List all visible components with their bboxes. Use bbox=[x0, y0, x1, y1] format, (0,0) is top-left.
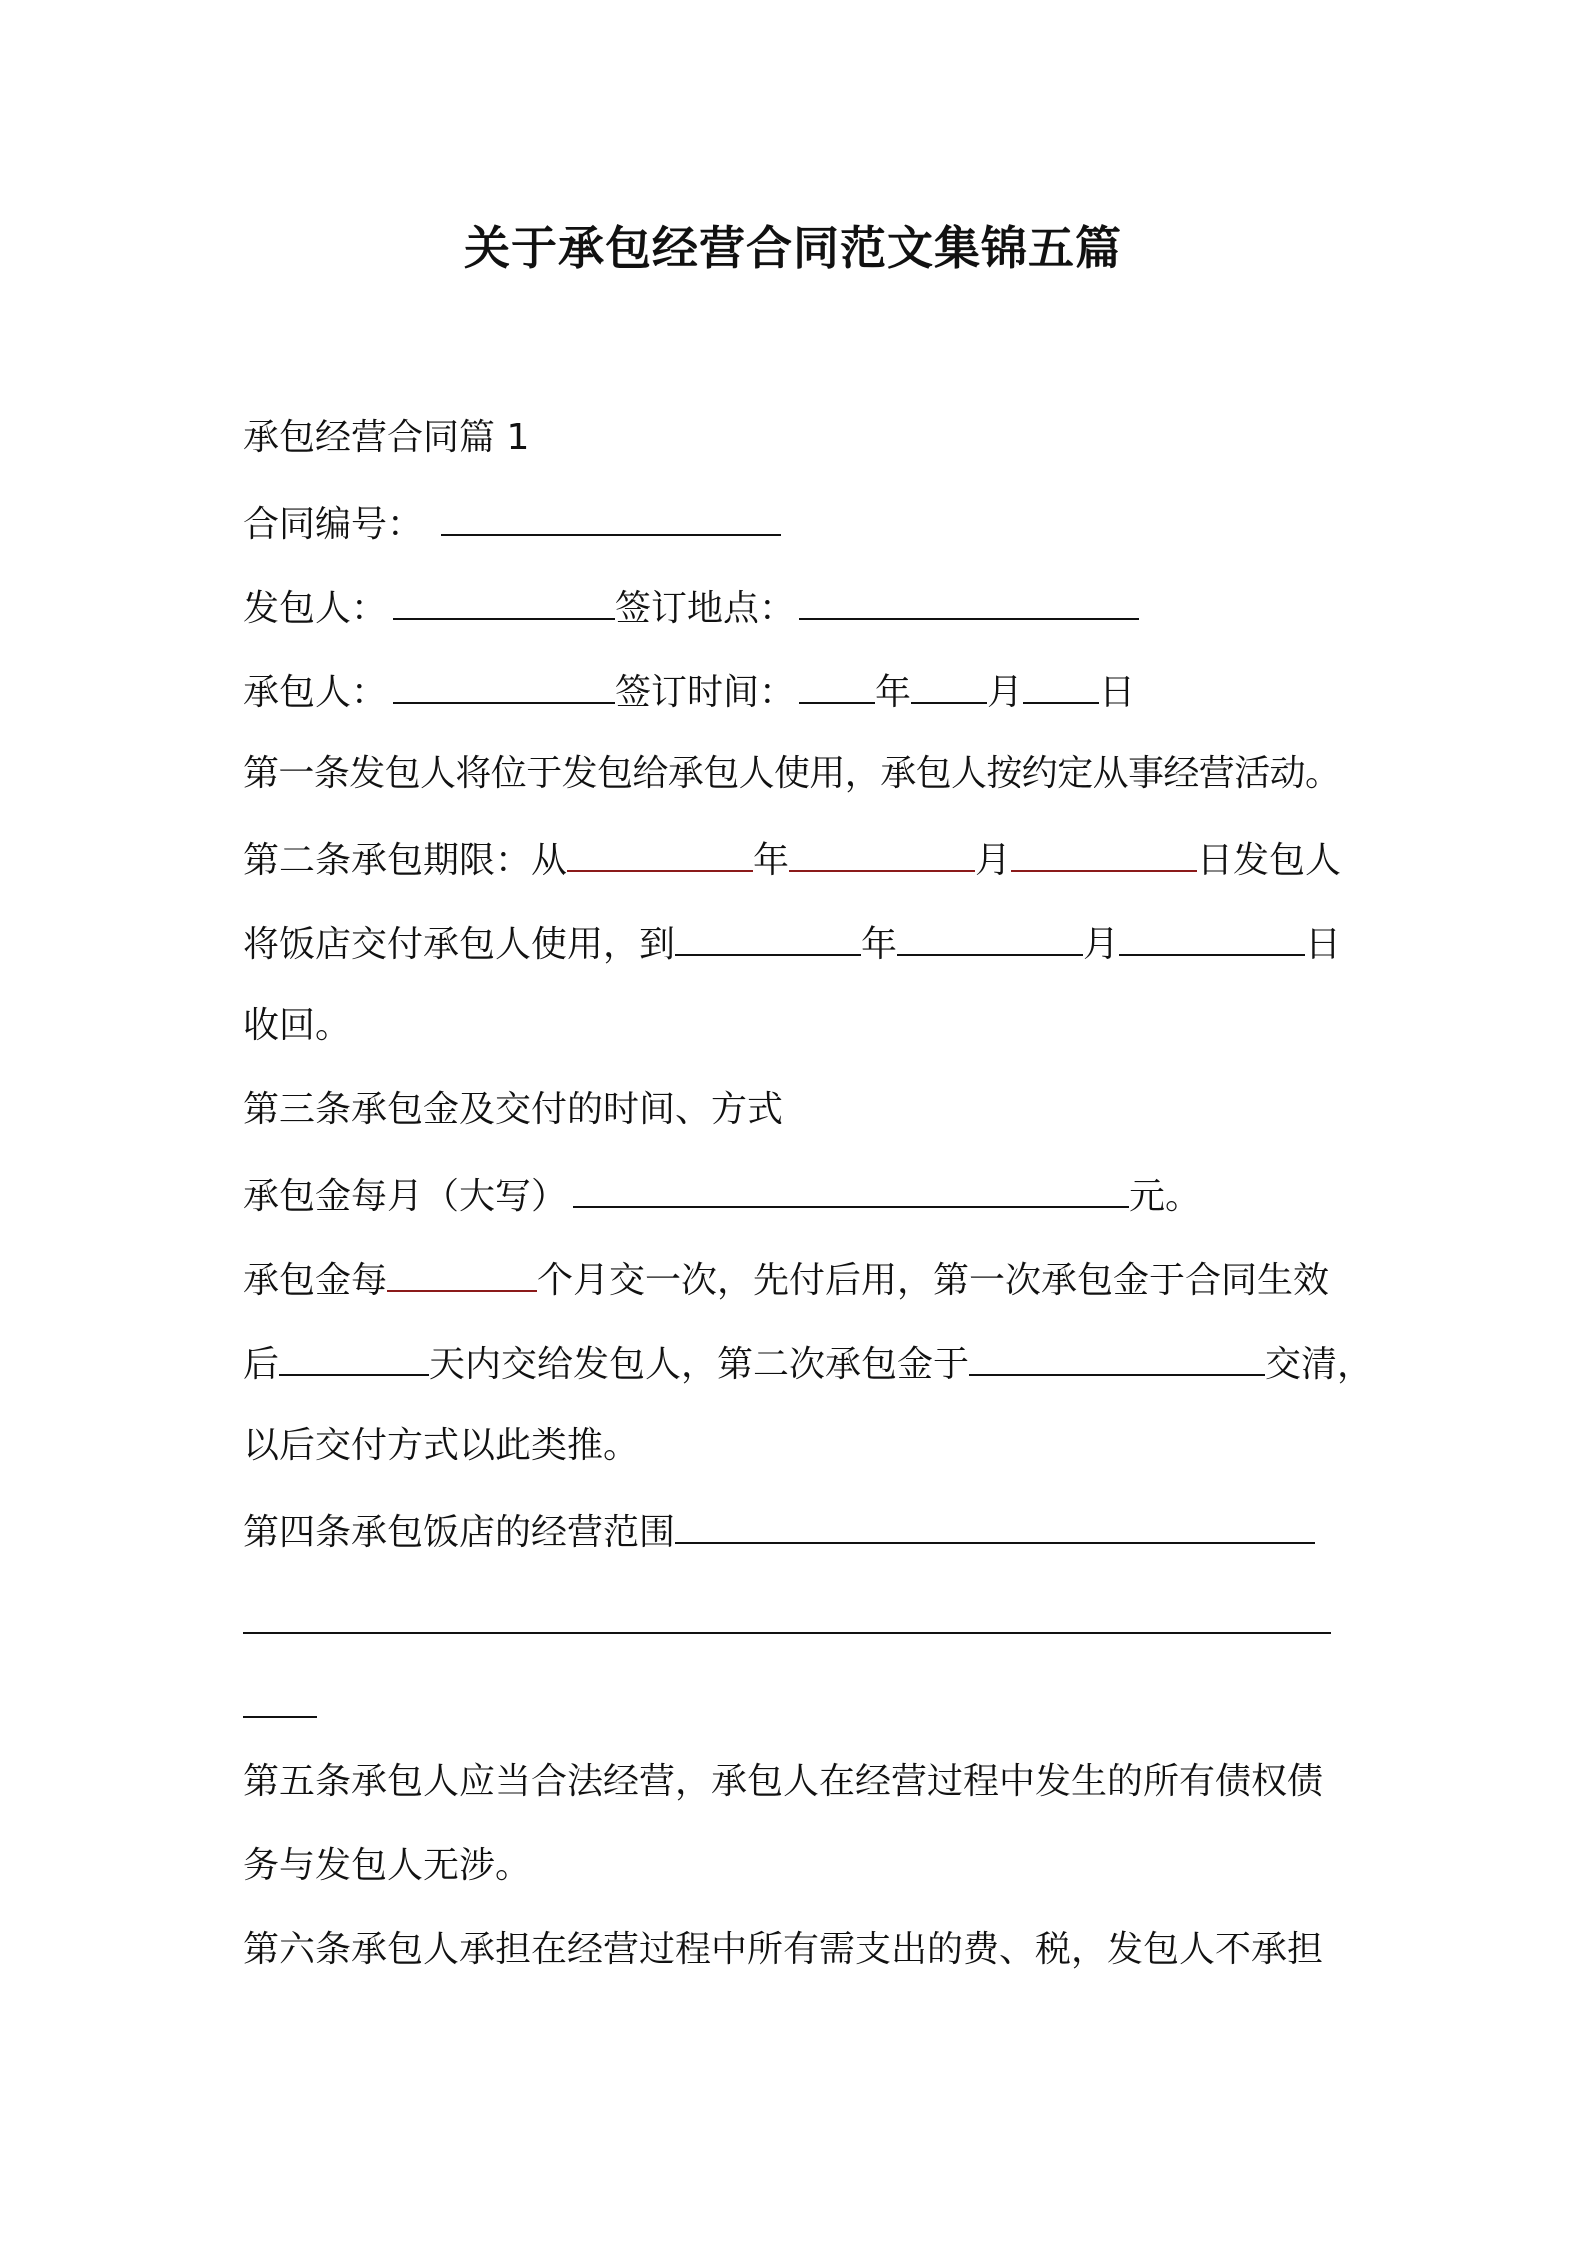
contract-no-label: 合同编号： bbox=[243, 504, 424, 545]
term-start-month-label: 月 bbox=[975, 840, 1012, 881]
payment-after-label: 后 bbox=[243, 1344, 280, 1385]
article-2-line-2 bbox=[243, 918, 1341, 969]
term-start-year-label: 年 bbox=[753, 840, 790, 881]
employer-blank bbox=[393, 582, 615, 620]
monthly-fee-blank bbox=[573, 1170, 1129, 1208]
term-start-month-blank bbox=[789, 834, 975, 872]
scope-blank-line-3 bbox=[243, 1716, 317, 1718]
sign-place-label: 签订地点： bbox=[615, 588, 796, 629]
article-2-line-1 bbox=[243, 834, 1341, 885]
article-3-frequency-line bbox=[243, 1254, 1329, 1305]
contractor-line bbox=[243, 666, 1135, 717]
section-heading: 承包经营合同篇 1 bbox=[243, 417, 530, 458]
term-end-year-label: 年 bbox=[861, 924, 898, 965]
article-6-line-1: 第六条承包人承担在经营过程中所有需支出的费、税，发包人不承担 bbox=[243, 1929, 1324, 1970]
article-4-line bbox=[243, 1506, 1315, 1557]
employer-line bbox=[243, 582, 1139, 633]
scope-blank-line-2 bbox=[243, 1632, 1331, 1634]
article-5-line-2: 务与发包人无涉。 bbox=[243, 1845, 532, 1886]
article-3-monthly-line bbox=[243, 1170, 1201, 1221]
article-2-day-employer: 日发包人 bbox=[1197, 840, 1342, 881]
article-2-line-3: 收回。 bbox=[243, 1005, 352, 1046]
sign-month-label: 月 bbox=[987, 672, 1024, 713]
payment-second-text: 天内交给发包人，第二次承包金于 bbox=[429, 1344, 970, 1385]
sign-day-label: 日 bbox=[1099, 672, 1136, 713]
employer-label: 发包人： bbox=[243, 588, 388, 629]
frequency-text: 个月交一次，先付后用，第一次承包金于合同生效 bbox=[537, 1260, 1330, 1301]
monthly-fee-label: 承包金每月（大写） bbox=[243, 1176, 568, 1217]
article-4-label: 第四条承包饭店的经营范围 bbox=[243, 1512, 676, 1553]
sign-year-blank bbox=[799, 666, 875, 704]
sign-year-label: 年 bbox=[875, 672, 912, 713]
sign-month-blank bbox=[911, 666, 987, 704]
monthly-fee-unit: 元。 bbox=[1129, 1176, 1202, 1217]
article-5-line-1: 第五条承包人应当合法经营，承包人在经营过程中发生的所有债权债 bbox=[243, 1761, 1324, 1802]
contract-no-line bbox=[243, 498, 781, 549]
payment-second-blank bbox=[969, 1338, 1265, 1376]
article-2-from: 第二条承包期限：从 bbox=[243, 840, 568, 881]
term-start-day-blank bbox=[1011, 834, 1197, 872]
contractor-label: 承包人： bbox=[243, 672, 388, 713]
term-end-day-blank bbox=[1119, 918, 1305, 956]
article-2-handover: 将饭店交付承包人使用，到 bbox=[243, 924, 676, 965]
payment-settle-text: 交清， bbox=[1265, 1344, 1374, 1385]
scope-blank bbox=[675, 1506, 1315, 1544]
sign-place-blank bbox=[799, 582, 1139, 620]
term-end-month-blank bbox=[897, 918, 1083, 956]
frequency-blank bbox=[387, 1254, 537, 1292]
sign-time-label: 签订时间： bbox=[615, 672, 796, 713]
article-3-followup: 以后交付方式以此类推。 bbox=[243, 1425, 640, 1466]
article-1: 第一条发包人将位于发包给承包人使用，承包人按约定从事经营活动。 bbox=[243, 753, 1341, 794]
contract-no-blank bbox=[441, 498, 781, 536]
frequency-label: 承包金每 bbox=[243, 1260, 388, 1301]
term-end-month-label: 月 bbox=[1083, 924, 1120, 965]
payment-days-blank bbox=[279, 1338, 429, 1376]
article-3-title: 第三条承包金及交付的时间、方式 bbox=[243, 1089, 784, 1130]
sign-day-blank bbox=[1023, 666, 1099, 704]
term-end-day-label: 日 bbox=[1305, 924, 1342, 965]
term-end-year-blank bbox=[675, 918, 861, 956]
term-start-year-blank bbox=[567, 834, 753, 872]
contractor-blank bbox=[393, 666, 615, 704]
document-title: 关于承包经营合同范文集锦五篇 bbox=[464, 221, 1122, 275]
article-3-payment-line bbox=[243, 1338, 1373, 1389]
